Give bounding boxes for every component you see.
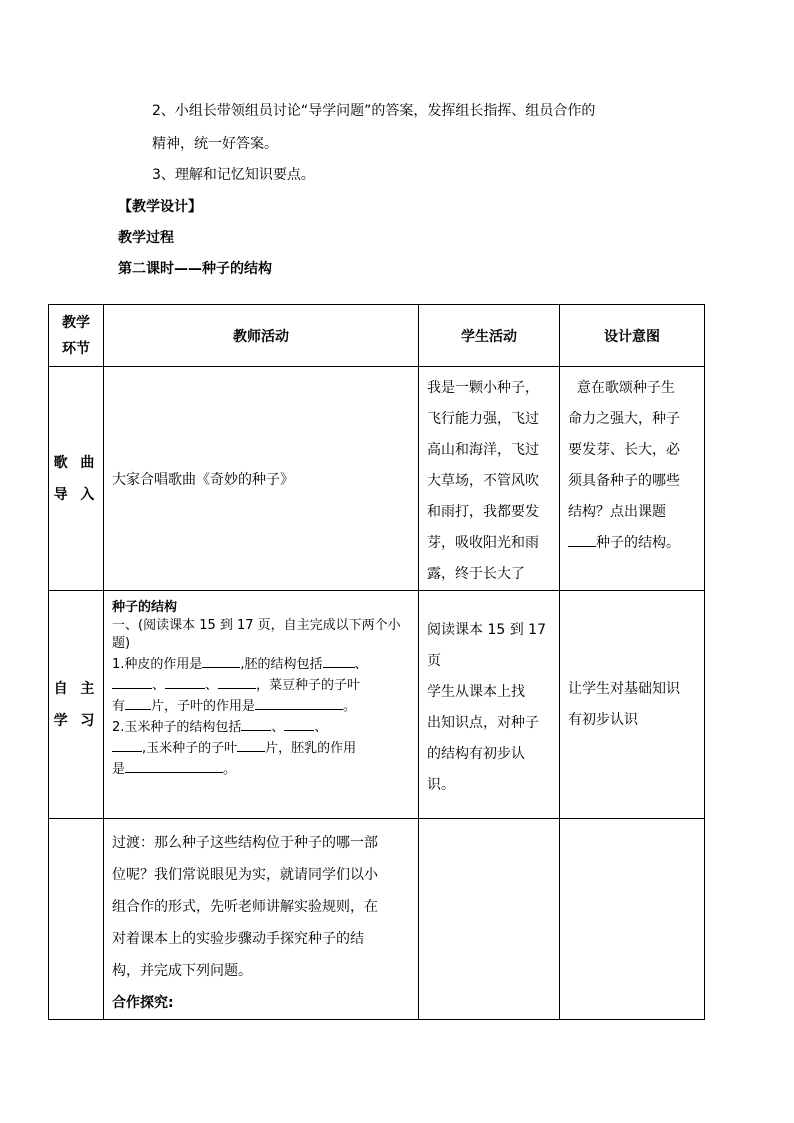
blank: [165, 674, 205, 689]
design-intent-self-study: 让学生对基础知识 有初步认识: [560, 591, 705, 819]
teacher-activity-self-study: 种子的结构 一、(阅读课本 15 到 17 页，自主完成以下两个小 题) 1.种皮的作用是 ,胚的结构包括 、 、 、 ，菜豆种子的子叶 有 片，子叶的作用是 。 2.玉米种子的结构包括 、 、 ,玉米种子的子叶 片，胚乳的作用 是 。: [104, 591, 419, 819]
question-2-line-c: 是 。: [112, 758, 412, 779]
blank: [112, 737, 142, 752]
blank: [255, 695, 343, 710]
design-intent-song: 意在歌颂种子生 命力之强大，种子 要发芽、长大，必 须具备种子的哪些 结构？点出课题 种子的结构。: [560, 367, 705, 591]
header-design-intent: 设计意图: [560, 305, 705, 367]
student-activity-song: 我是一颗小种子， 飞行能力强，飞过 高山和海洋，飞过 大草场，不管风吹 和雨打，我都要发 芽，吸收阳光和雨 露，终于长大了: [419, 367, 560, 591]
question-2-line-b: ,玉米种子的子叶 片，胚乳的作用: [112, 737, 412, 758]
design-intent-empty: [560, 819, 705, 1020]
question-2-line-a: 2.玉米种子的结构包括 、 、: [112, 716, 412, 737]
design-heading: 【教学设计】: [118, 199, 202, 215]
stage-song-intro: 歌 曲 导 入: [49, 367, 104, 591]
intro-line-1: 2、小组长带领组员讨论“导学问题”的答案，发挥组长指挥、组员合作的: [152, 103, 596, 119]
header-stage: 教学 环节: [49, 305, 104, 367]
cooperative-inquiry-label: 合作探究:: [112, 995, 174, 1011]
header-student-activity: 学生活动: [419, 305, 560, 367]
blank: [284, 716, 314, 731]
lesson-plan-table: [48, 304, 705, 1020]
header-teacher-activity: 教师活动: [104, 305, 419, 367]
intro-line-2: 精神，统一好答案。: [152, 136, 278, 152]
blank: [125, 758, 223, 773]
student-activity-self-study: 阅读课本 15 到 17 页 学生从课本上找 出知识点，对种子 的结构有初步认 识。: [419, 591, 560, 819]
section-title: 种子的结构: [112, 600, 178, 615]
intro-line-3: 3、理解和记忆知识要点。: [152, 167, 315, 183]
process-heading: 教学过程: [118, 230, 174, 246]
blank: [241, 716, 271, 731]
blank: [568, 532, 596, 547]
lesson-title: 第二课时——种子的结构: [118, 261, 272, 277]
student-activity-empty: [419, 819, 560, 1020]
blank: [218, 674, 256, 689]
question-1-line-c: 有 片，子叶的作用是 。: [112, 695, 412, 716]
stage-self-study: 自 主 学 习: [49, 591, 104, 819]
blank: [323, 653, 355, 668]
blank: [125, 695, 151, 710]
question-1-line-a: 1.种皮的作用是 ,胚的结构包括 、: [112, 653, 412, 674]
table-row: [49, 591, 705, 819]
question-1-line-b: 、 、 ，菜豆种子的子叶: [112, 674, 412, 695]
blank: [202, 653, 240, 668]
table-row: [49, 819, 705, 1020]
teacher-activity-transition: 过渡：那么种子这些结构位于种子的哪一部 位呢？我们常说眼见为实，就请同学们以小 组合作的形式，先听老师讲解实验规则，在 对着课本上的实验步骤动手探究种子的结 构，并完成下列问题。 合作探究:: [104, 819, 419, 1020]
table-row: [49, 367, 705, 591]
blank: [112, 674, 152, 689]
table-header-row: [49, 305, 705, 367]
blank: [237, 737, 265, 752]
stage-empty: [49, 819, 104, 1020]
teacher-activity-song: 大家合唱歌曲《奇妙的种子》: [104, 367, 419, 591]
